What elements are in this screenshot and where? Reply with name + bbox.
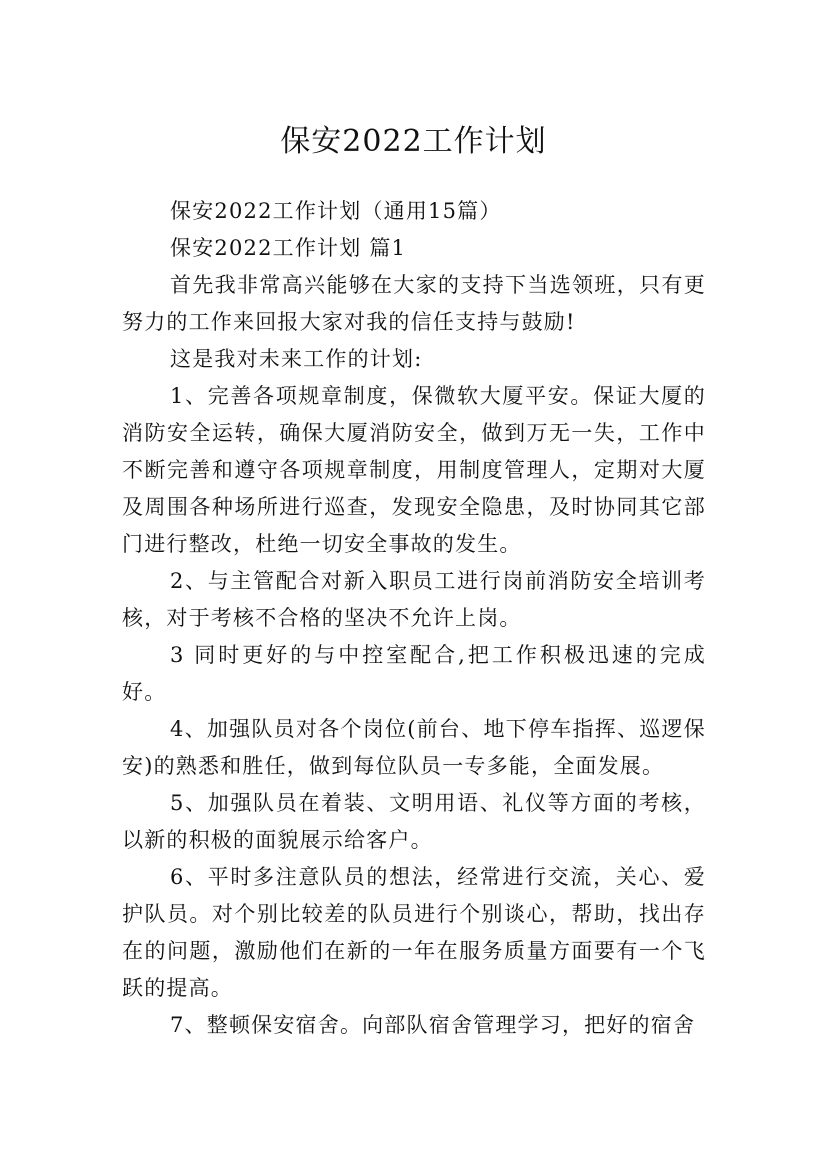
paragraph-item-3: 3 同时更好的与中控室配合,把工作积极迅速的完成好。 (122, 643, 706, 704)
paragraph-section-heading: 保安2022工作计划 篇1 (170, 236, 407, 260)
paragraph-plan-lead: 这是我对未来工作的计划: (170, 347, 423, 371)
paragraph-item-5: 5、加强队员在着装、文明用语、礼仪等方面的考核，以新的积极的面貌展示给客户。 (122, 791, 706, 852)
paragraph-intro: 首先我非常高兴能够在大家的支持下当选领班，只有更努力的工作来回报大家对我的信任支持与鼓励! (122, 273, 706, 334)
paragraph-item-4: 4、加强队员对各个岗位(前台、地下停车指挥、巡逻保安)的熟悉和胜任，做到每位队员一专多能，全面发展。 (122, 717, 706, 778)
paragraph-item-1: 1、完善各项规章制度，保微软大厦平安。保证大厦的消防安全运转，确保大厦消防安全，做到万无一失，工作中不断完善和遵守各项规章制度，用制度管理人，定期对大厦及周围各种场所进行巡查，发现安全隐患，及时协同其它部门进行整改，杜绝一切安全事故的发生。 (122, 384, 706, 556)
paragraph-subtitle: 保安2022工作计划（通用15篇） (170, 199, 502, 223)
paragraph-item-2: 2、与主管配合对新入职员工进行岗前消防安全培训考核，对于考核不合格的坚决不允许上岗。 (122, 569, 706, 630)
document-body (122, 193, 706, 1044)
paragraph-item-7: 7、整顿保安宿舍。向部队宿舍管理学习，把好的宿舍 (170, 1013, 696, 1037)
paragraph-item-6: 6、平时多注意队员的想法，经常进行交流，关心、爱护队员。对个别比较差的队员进行个别谈心，帮助，找出存在的问题，激励他们在新的一年在服务质量方面要有一个飞跃的提高。 (122, 865, 706, 1000)
document-title: 保安2022工作计划 (280, 124, 547, 160)
